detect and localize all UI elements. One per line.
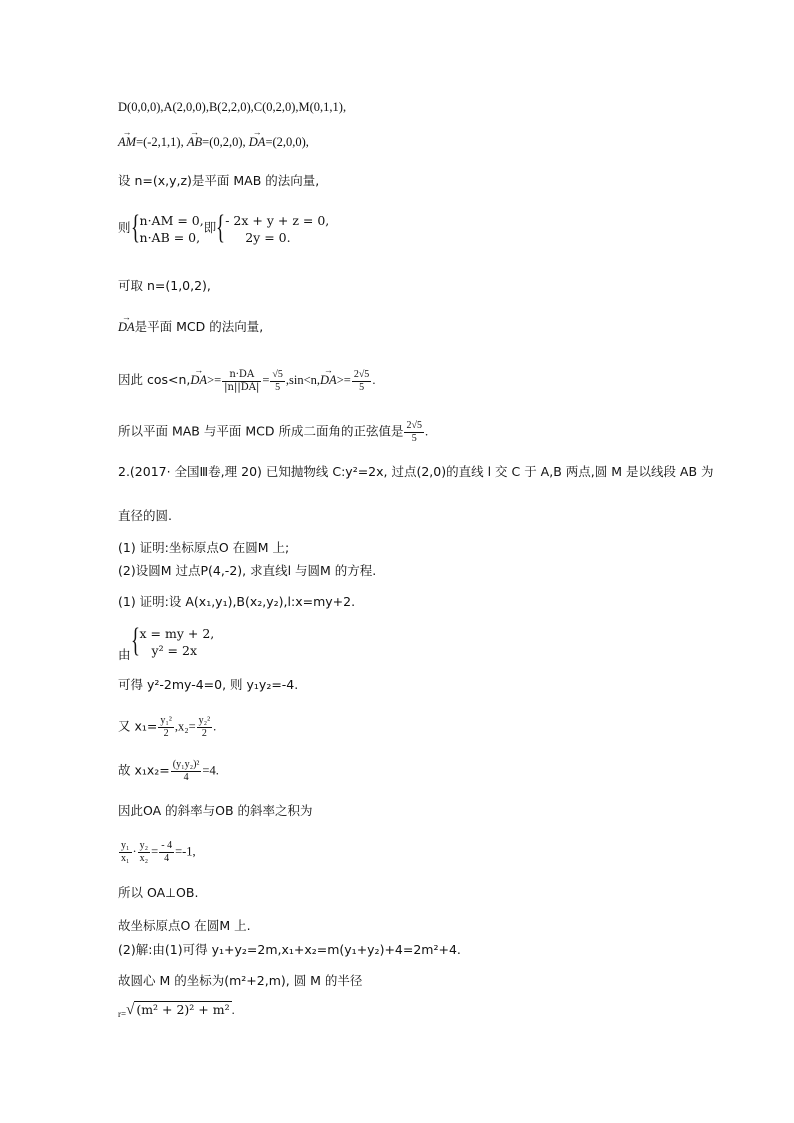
problem-2-statement-cont: 直径的圆. (118, 508, 172, 523)
system-2-row-1: - 2x + y + z = 0, (225, 213, 330, 228)
part-2-solution-line: (2)解:由(1)可得 y₁+y₂=2m,x₁+x₂=m(y₁+y₂)+4=2m²+4. (118, 942, 461, 957)
normal-vector-statement: 设 n=(x,y,z)是平面 MAB 的法向量, (118, 173, 320, 188)
perpendicular-line: 所以 OA⊥OB. (118, 885, 199, 900)
slope-result-end: =-1, (175, 844, 196, 859)
left-brace-3: { (130, 622, 140, 659)
x1-num: y₁² (160, 715, 172, 726)
problem-2-part-1: (1) 证明:坐标原点O 在圆M 上; (118, 540, 290, 555)
x-product-end: =4. (202, 763, 219, 778)
vector-ab-value: =(0,2,0), (202, 135, 246, 149)
cos-sin-line (118, 366, 375, 394)
vector-ab: → AB (187, 128, 202, 150)
slope-eq: = (151, 844, 159, 859)
dihedral-sine-fraction (404, 420, 424, 445)
dihedral-sine-text: 所以平面 MAB 与平面 MCD 所成二面角的正弦值是 (118, 423, 404, 439)
vectors-line (118, 128, 309, 150)
slope-ob-fraction (138, 840, 151, 865)
x-values-line (118, 715, 216, 740)
slope-result-num: - 4 (161, 840, 173, 851)
slope-ob-num: y₂ (139, 840, 149, 851)
x1-fraction (158, 715, 173, 740)
sin-value-fraction (352, 369, 372, 394)
left-brace-2: { (216, 209, 226, 246)
radius-line (118, 1002, 235, 1019)
substitution-row-2: y² = 2x (151, 643, 198, 658)
cos-fraction-num: n·DA (222, 369, 261, 382)
proof-setup-line: (1) 证明:设 A(x₁,y₁),B(x₂,y₂),l:x=my+2. (118, 594, 356, 609)
cos-fraction (222, 369, 261, 394)
cos-sin-end: . (372, 373, 376, 387)
coordinates-line (118, 99, 346, 115)
circle-center-line: 故圆心 M 的坐标为(m²+2,m), 圆 M 的半径 (118, 973, 363, 988)
slope-product-line (118, 840, 196, 865)
quadratic-line: 可得 y²-2my-4=0, 则 y₁y₂=-4. (118, 677, 299, 692)
slope-dot: · (132, 844, 137, 859)
vector-am-value: =(-2,1,1), (136, 135, 184, 149)
slope-oa-num: y₁ (121, 840, 130, 851)
x-values-end: . (213, 719, 217, 734)
slope-oa-den: x₁ (121, 853, 130, 864)
x-product-prefix: 故 x₁x₂= (118, 762, 170, 778)
sin-value-den: 5 (359, 381, 365, 393)
cos-prefix: 因此 cos<n, (118, 372, 191, 387)
sin-value-num: 2√5 (353, 368, 370, 380)
radius-radicand: (m² + 2)² + m² (136, 1002, 230, 1017)
x-product-line (118, 759, 219, 784)
cos-value-den: 5 (275, 381, 281, 393)
radius-end: . (231, 1003, 235, 1017)
system-2-row-2: 2y = 0. (245, 230, 291, 245)
x-values-mid: ,x₂= (174, 719, 196, 734)
vector-da-value: =(2,0,0), (265, 135, 309, 149)
x2-den: 2 (201, 728, 207, 739)
slope-product-intro: 因此OA 的斜率与OB 的斜率之积为 (118, 803, 313, 818)
da-normal-text: 是平面 MCD 的法向量, (134, 319, 264, 334)
slope-ob-den: x₂ (139, 853, 149, 864)
substitution-row-1: x = my + 2, (139, 626, 215, 641)
system-1 (130, 209, 204, 246)
cos-eq2: = (262, 373, 270, 387)
slope-oa-fraction (119, 840, 132, 865)
sqrt-symbol: √ (126, 1002, 135, 1018)
coordinates-text: D(0,0,0),A(2,0,0),B(2,2,0),C(0,2,0),M(0,1,1), (118, 100, 347, 114)
x1-den: 2 (163, 728, 169, 739)
radius-prefix: r= (118, 1009, 127, 1019)
sin-prefix: ,sin<n, (285, 373, 321, 387)
vector-da-2: → DA (118, 313, 135, 335)
vector-am: → AM (118, 128, 136, 150)
system-2 (216, 209, 330, 246)
cos-eq: >= (207, 373, 222, 387)
cos-value-num: √5 (272, 368, 283, 380)
vector-da-4: → DA (320, 366, 337, 388)
cos-value-fraction (270, 369, 285, 394)
vector-da-3: → DA (190, 366, 207, 388)
system-prefix: 则 (118, 219, 131, 235)
system-mid: 即 (203, 219, 217, 235)
choose-n-line: 可取 n=(1,0,2), (118, 278, 211, 293)
dihedral-sine-end: . (424, 424, 429, 439)
system-1-row-1: n·AM = 0, (139, 213, 204, 228)
slope-result-fraction (159, 840, 174, 865)
substitution-system (130, 622, 215, 659)
sin-eq: >= (336, 373, 351, 387)
x2-fraction (197, 715, 212, 740)
dihedral-sine-num: 2√5 (406, 420, 422, 431)
system-line (118, 209, 330, 246)
x-product-num: (y₁y₂)² (172, 759, 200, 770)
problem-2-statement: 2.(2017· 全国Ⅲ卷,理 20) 已知抛物线 C:y²=2x, 过点(2,0)的直线 l 交 C 于 A,B 两点,圆 M 是以线段 AB 为 (118, 464, 714, 479)
dihedral-sine-den: 5 (411, 433, 417, 444)
problem-2-part-2: (2)设圆M 过点P(4,-2), 求直线l 与圆M 的方程. (118, 563, 377, 578)
substitution-prefix: 由 (118, 646, 131, 662)
x-values-prefix: 又 x₁= (118, 718, 158, 734)
left-brace-1: { (130, 209, 140, 246)
dihedral-sine-line (118, 420, 428, 445)
substitution-system-line (118, 622, 215, 662)
x2-num: y₂² (198, 715, 211, 726)
cos-fraction-den: |n||DA| (224, 381, 260, 393)
slope-result-den: 4 (164, 853, 170, 864)
da-normal-line (118, 313, 263, 335)
x-product-den: 4 (183, 772, 189, 783)
origin-on-circle-line: 故坐标原点O 在圆M 上. (118, 918, 251, 933)
x-product-fraction (171, 759, 202, 784)
system-1-row-2: n·AB = 0, (139, 230, 201, 245)
vector-da: → DA (249, 128, 266, 150)
radius-sqrt (126, 1002, 232, 1018)
